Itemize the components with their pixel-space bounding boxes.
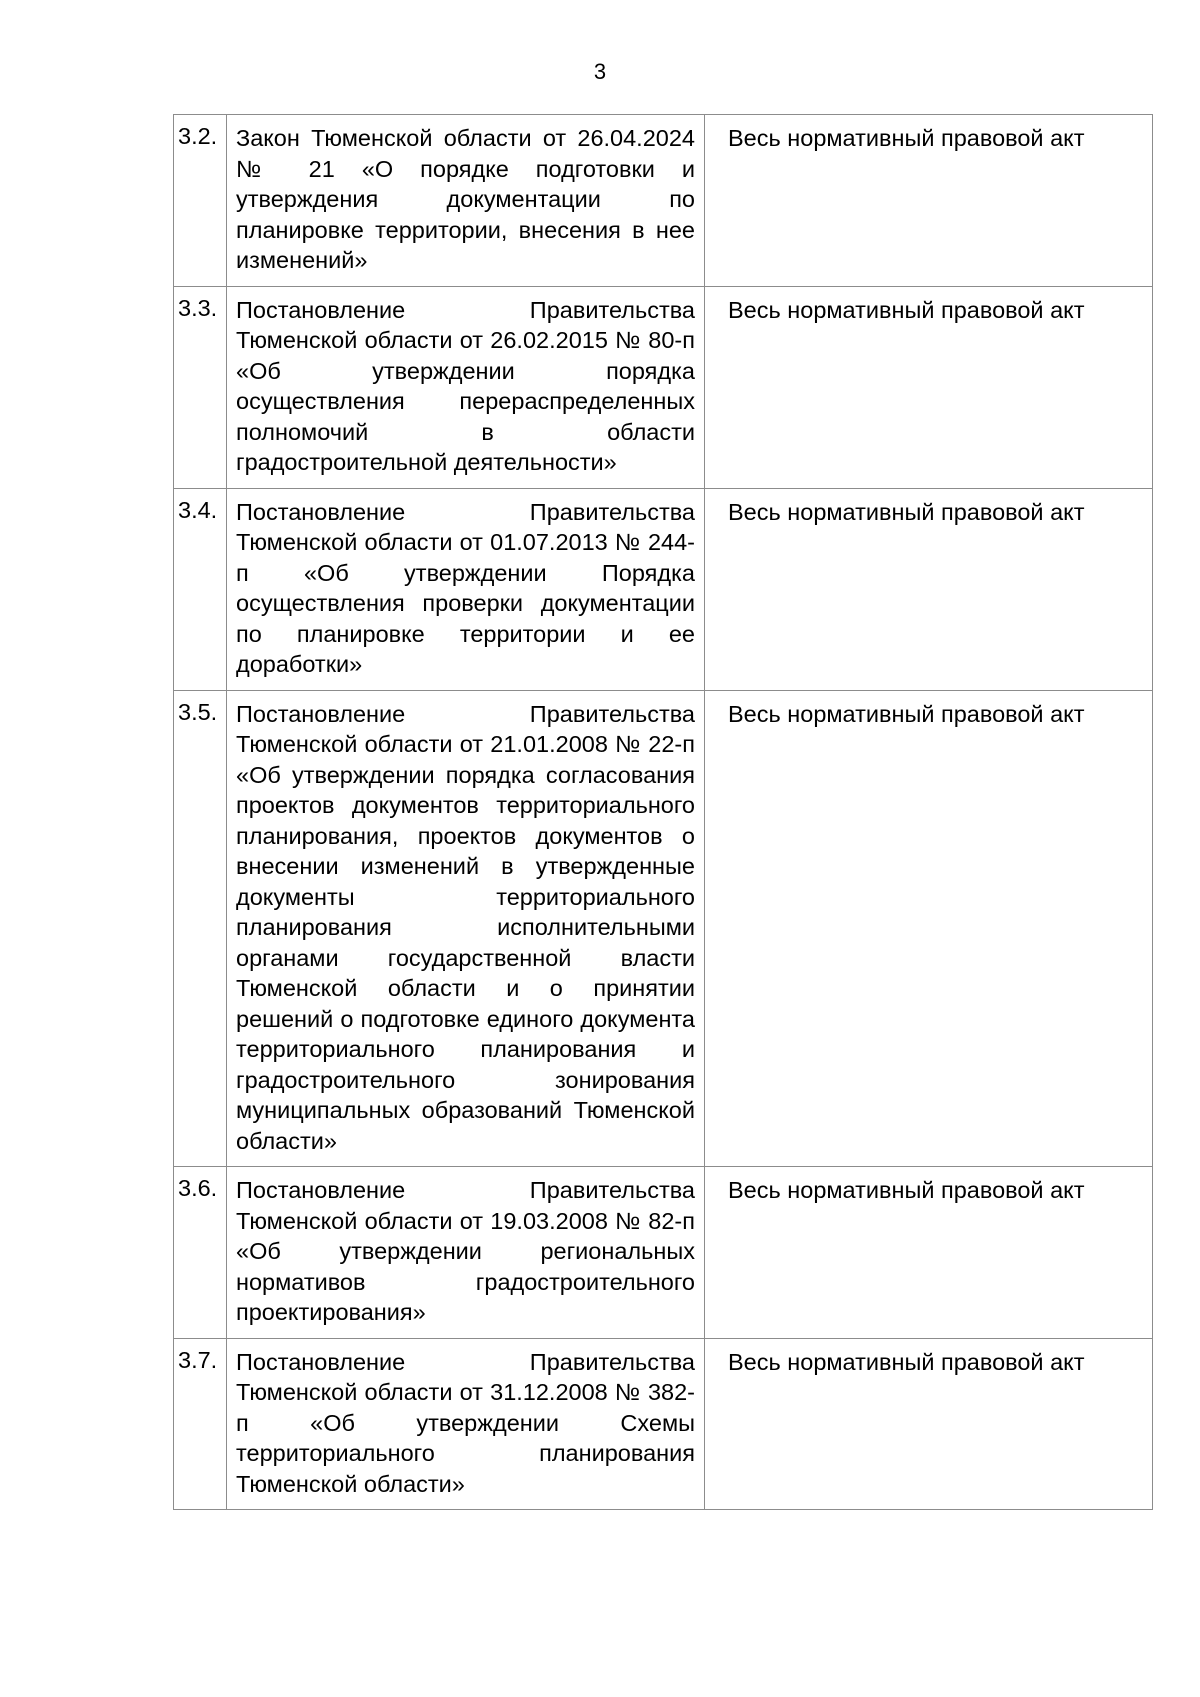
row-number: 3.6. [174, 1167, 227, 1339]
row-number: 3.5. [174, 690, 227, 1167]
table-row [174, 1167, 1153, 1339]
act-scope: Весь нормативный правовой акт [705, 1338, 1153, 1510]
table-row [174, 488, 1153, 690]
legal-acts-table-body [174, 115, 1153, 1510]
act-scope: Весь нормативный правовой акт [705, 690, 1153, 1167]
table-row [174, 115, 1153, 287]
act-scope: Весь нормативный правовой акт [705, 286, 1153, 488]
act-scope: Весь нормативный правовой акт [705, 115, 1153, 287]
act-title: Постановление Правительства Тюменской области от 01.07.2013 № 244-п «Об утверждении Порядка осуществления проверки документации по планировке территории и ее доработки» [227, 488, 705, 690]
row-number: 3.4. [174, 488, 227, 690]
table-row [174, 690, 1153, 1167]
legal-acts-table [173, 114, 1153, 1510]
row-number: 3.2. [174, 115, 227, 287]
table-row [174, 286, 1153, 488]
row-number: 3.7. [174, 1338, 227, 1510]
act-title: Постановление Правительства Тюменской области от 21.01.2008 № 22-п «Об утверждении порядка согласования проектов документов территориального планирования, проектов документов о внесении изменений в утвержденные документы территориального планирования исполнительными органами государственной власти Тюменской области и о принятии решений о подготовке единого документа территориального планирования и градостроительного зонирования муниципальных образований Тюменской области» [227, 690, 705, 1167]
act-title: Постановление Правительства Тюменской области от 26.02.2015 № 80-п «Об утверждении порядка осуществления перераспределенных полномочий в области градостроительной деятельности» [227, 286, 705, 488]
act-scope: Весь нормативный правовой акт [705, 488, 1153, 690]
act-title: Закон Тюменской области от 26.04.2024 № 21 «О порядке подготовки и утверждения документации по планировке территории, внесения в нее изменений» [227, 115, 705, 287]
table-row [174, 1338, 1153, 1510]
act-title: Постановление Правительства Тюменской области от 31.12.2008 № 382-п «Об утверждении Схемы территориального планирования Тюменской области» [227, 1338, 705, 1510]
act-scope: Весь нормативный правовой акт [705, 1167, 1153, 1339]
page-number: 3 [593, 59, 607, 84]
row-number: 3.3. [174, 286, 227, 488]
act-title: Постановление Правительства Тюменской области от 19.03.2008 № 82-п «Об утверждении региональных нормативов градостроительного проектирования» [227, 1167, 705, 1339]
